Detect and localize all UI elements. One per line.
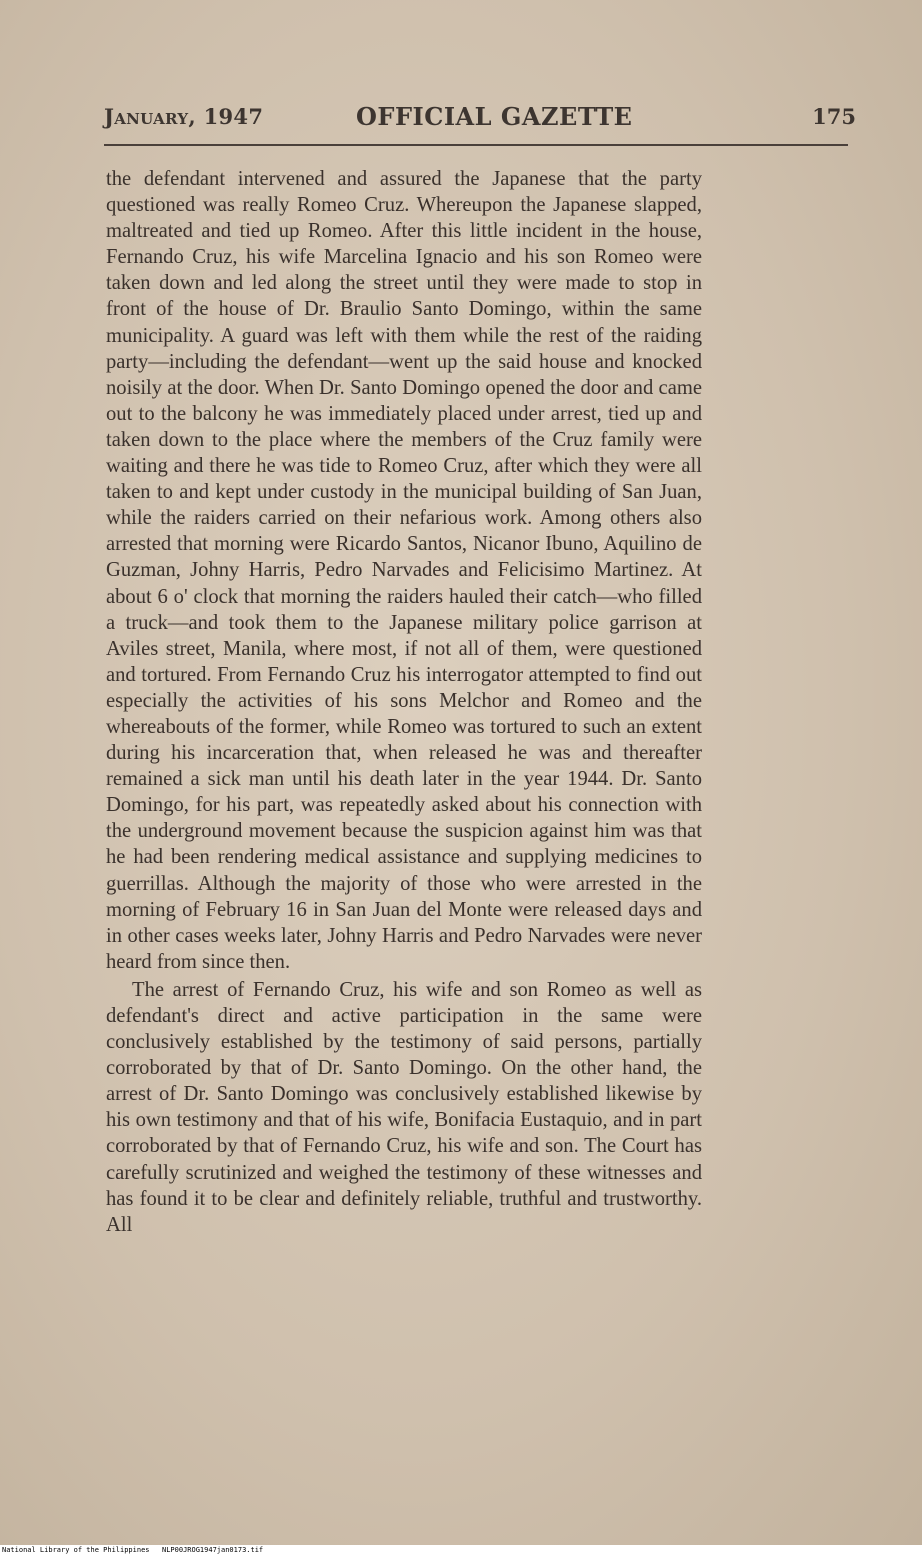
header-date: January, 1947: [104, 104, 264, 129]
page-number: 175: [812, 104, 856, 129]
paragraph-2: The arrest of Fernando Cruz, his wife and son Romeo as well as defendant's direct and active participation in the same were conclusively established by the testimony of said persons, partially corroborated by that of Dr. Santo Domingo. On the other hand, the arrest of Dr. Santo Domingo was conclusively established likewise by his own testimony and that of his wife, Bonifacia Eustaquio, and in part corroborated by that of Fernando Cruz, his wife and son. The Court has carefully scrutinized and weighed the testimony of these witnesses and has found it to be clear and definitely reliable, truthful and trustworthy. All: [106, 978, 702, 1236]
paragraph-1: the defendant intervened and assured the Japanese that the party questioned was really Romeo Cruz. Whereupon the Japanese slapped, maltreated and tied up Romeo. After this little incident in the house, Fernando Cruz, his wife Marcelina Ignacio and his son Romeo were taken down and led along the street until they were made to stop in front of the house of Dr. Braulio Santo Domingo, within the same municipality. A guard was left with them while the rest of the raiding party—including the defendant—went up the said house and knocked noisily at the door. When Dr. Santo Domingo opened the door and came out to the balcony he was immediately placed under arrest, tied up and taken down to the place where the members of the Cruz family were waiting and there he was tide to Romeo Cruz, after which they were all taken to and kept under custody in the municipal building of San Juan, while the raiders carried on their nefarious work. Among others also arrested that morning were Ricardo Santos, Nicanor Ibuno, Aquilino de Guzman, Johny Harris, Pedro Narvades and Felicisimo Martinez. At about 6 o' clock that morning the raiders hauled their catch—who filled a truck—and took them to the Japanese military police garrison at Aviles street, Manila, where most, if not all of them, were questioned and tortured. From Fernando Cruz his interrogator attempted to find out especially the activities of his sons Melchor and Romeo and the whereabouts of the former, while Romeo was tortured to such an extent during his incarceration that, when released he was and thereafter remained a sick man until his death later in the year 1944. Dr. Santo Domingo, for his part, was repeatedly asked about his connection with the underground movement because the suspicion against him was that he had been rendering medical assistance and supplying medicines to guerrillas. Although the majority of those who were arrested in the morning of February 16 in San Juan del Monte were released days and in other cases weeks later, Johny Harris and Pedro Narvades were never heard from since then.: [106, 168, 702, 973]
footer-library: National Library of the Philippines: [2, 1546, 150, 1554]
scan-footer: [0, 1545, 922, 1555]
header-title: OFFICIAL GAZETTE: [356, 102, 633, 131]
body-text: [106, 166, 702, 1238]
page-header: [104, 100, 856, 136]
header-rule: [104, 144, 848, 146]
footer-filename: NLP00JROG1947jan0173.tif: [162, 1546, 264, 1554]
